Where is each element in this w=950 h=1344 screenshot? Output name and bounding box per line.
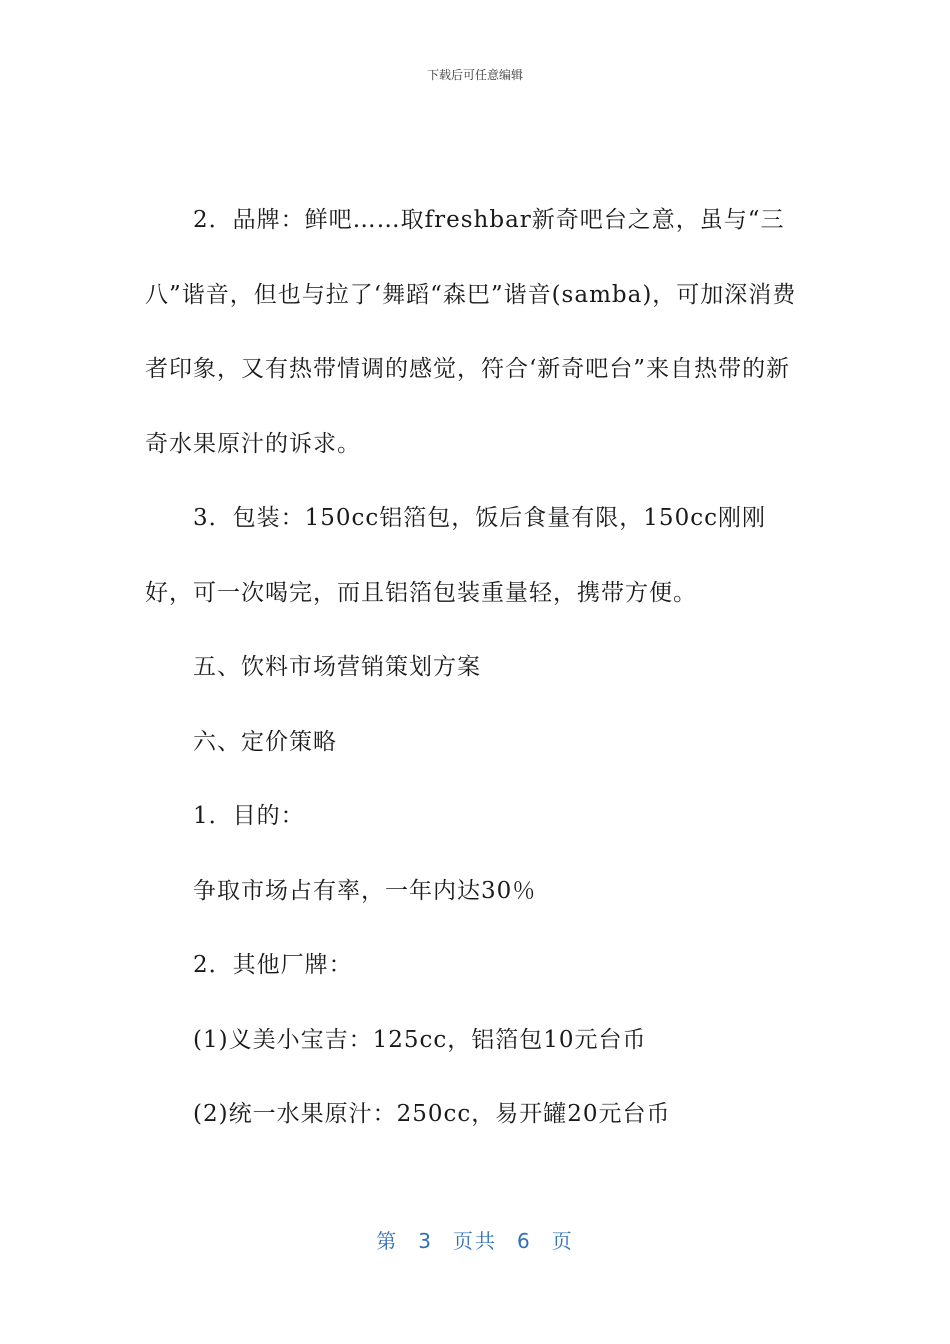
document-body xyxy=(145,183,805,1152)
footer-middle: 页共 xyxy=(453,1229,497,1253)
page-footer xyxy=(0,1225,950,1254)
paragraph-purpose-text: 争取市场占有率，一年内达30％ xyxy=(193,877,537,904)
list-item-brand-2: (2)统一水果原汁：250cc，易开罐20元台币 xyxy=(193,1101,671,1127)
paragraph-other-brands-label: 2．其他厂牌： xyxy=(193,952,353,978)
section-heading-marketing-plan: 五、饮料市场营销策划方案 xyxy=(193,654,481,680)
paragraph-packaging: 3．包装：150cc铝箔包，饭后食量有限，150cc刚刚好，可一次喝完，而且铝箔包装重量轻，携带方便。 xyxy=(145,505,766,606)
paragraph-brand: 2．品牌：鲜吧……取freshbar新奇吧台之意，虽与“三八”谐音，但也与拉了‘舞蹈“森巴”谐音(samba)，可加深消费者印象，又有热带情调的感觉，符合‘新奇吧台”来自热带的新奇水果原汁的诉求。 xyxy=(145,207,797,457)
footer-page-number: 3 xyxy=(418,1229,433,1253)
list-item-brand-1: (1)义美小宝吉：125cc，铝箔包10元台币 xyxy=(193,1026,647,1053)
page-header: 下载后可任意编辑 xyxy=(426,68,523,82)
paragraph-purpose-label: 1．目的： xyxy=(193,803,305,829)
section-heading-pricing-strategy: 六、定价策略 xyxy=(193,728,337,755)
footer-suffix: 页 xyxy=(551,1229,574,1253)
footer-prefix: 第 xyxy=(376,1229,399,1253)
footer-total-pages: 6 xyxy=(517,1229,532,1253)
